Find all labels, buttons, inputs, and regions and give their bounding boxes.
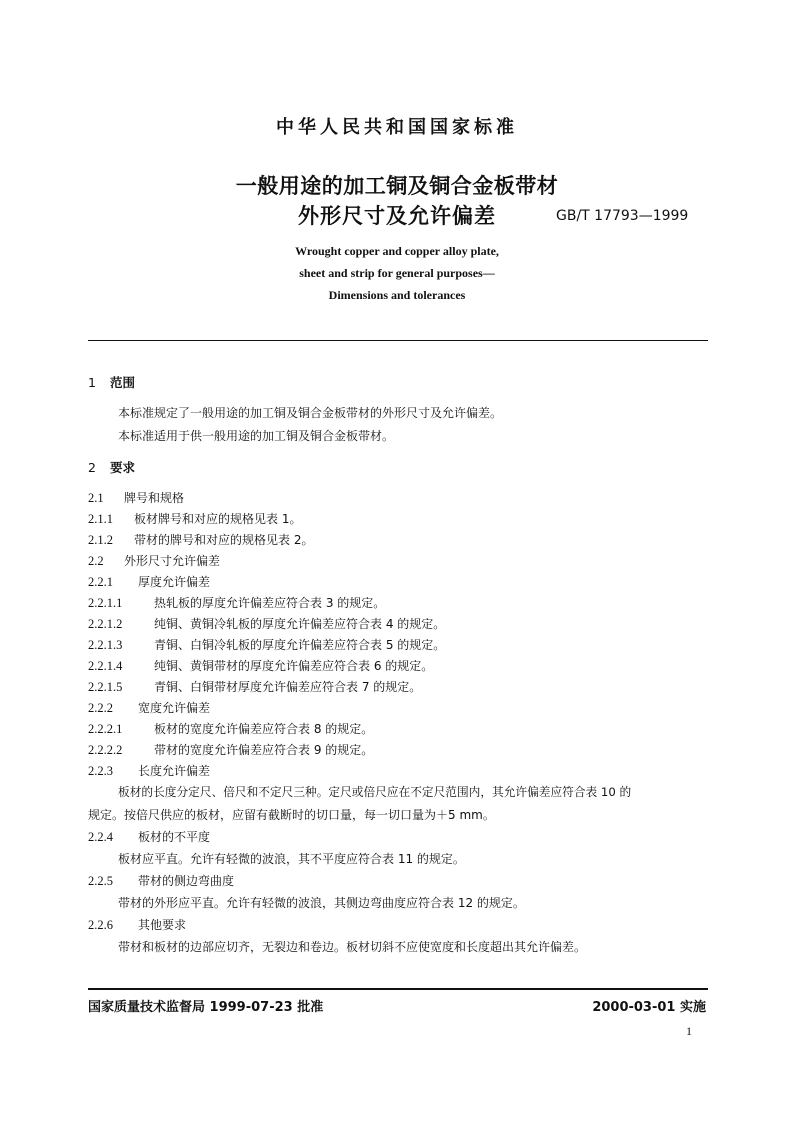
clause-2-2-2-1: 2.2.2.1 板材的宽度允许偏差应符合表 8 的规定。 bbox=[88, 722, 374, 736]
clause-2-2-2: 2.2.2 宽度允许偏差 bbox=[88, 701, 211, 715]
clause-2-2-4: 2.2.4 板材的不平度 bbox=[88, 830, 211, 844]
page-number: 1 bbox=[686, 1024, 692, 1038]
section-2-heading bbox=[88, 458, 135, 476]
approval-info: 国家质量技术监督局 1999-07-23 批准 bbox=[88, 1000, 324, 1015]
title-cn-line2: 外形尺寸及允许偏差 bbox=[298, 204, 496, 228]
clause-2-2-3: 2.2.3 长度允许偏差 bbox=[88, 764, 211, 778]
section-1-number: 1 bbox=[88, 375, 96, 390]
clause-2-2: 2.2 外形尺寸允许偏差 bbox=[88, 554, 221, 568]
paragraph-2-2-3-line1: 板材的长度分定尺、倍尺和不定尺三种。定尺或倍尺应在不定尺范围内，其允许偏差应符合表 10 的 bbox=[118, 785, 632, 799]
clause-2-2-1-3: 2.2.1.3 青铜、白铜冷轧板的厚度允许偏差应符合表 5 的规定。 bbox=[88, 638, 446, 652]
title-cn-line1: 一般用途的加工铜及铜合金板带材 bbox=[235, 174, 559, 198]
clause-2-1: 2.1 牌号和规格 bbox=[88, 491, 185, 505]
clause-2-1-2: 2.1.2 带材的牌号和对应的规格见表 2。 bbox=[88, 533, 314, 547]
paragraph-2-2-3-line2: 规定。按倍尺供应的板材，应留有截断时的切口量，每一切口量为＋5 mm。 bbox=[88, 808, 495, 822]
national-standard-heading: 中华人民共和国国家标准 bbox=[276, 117, 518, 138]
section-2-title: 要求 bbox=[110, 460, 136, 475]
clause-2-2-2-2: 2.2.2.2 带材的宽度允许偏差应符合表 9 的规定。 bbox=[88, 743, 374, 757]
title-en-line1: Wrought copper and copper alloy plate, bbox=[295, 244, 499, 258]
section-1-paragraph-1: 本标准规定了一般用途的加工铜及铜合金板带材的外形尺寸及允许偏差。 bbox=[118, 406, 503, 420]
section-1-heading bbox=[88, 373, 135, 391]
clause-2-2-1-2: 2.2.1.2 纯铜、黄铜冷轧板的厚度允许偏差应符合表 4 的规定。 bbox=[88, 617, 446, 631]
implementation-date: 2000-03-01 实施 bbox=[592, 1000, 706, 1015]
title-en-line2: sheet and strip for general purposes— bbox=[299, 266, 495, 280]
clause-2-2-1-4: 2.2.1.4 纯铜、黄铜带材的厚度允许偏差应符合表 6 的规定。 bbox=[88, 659, 434, 673]
standard-number: GB/T 17793—1999 bbox=[556, 208, 689, 224]
header-divider bbox=[88, 340, 708, 341]
clause-2-2-1: 2.2.1 厚度允许偏差 bbox=[88, 575, 211, 589]
clause-2-2-1-5: 2.2.1.5 青铜、白铜带材厚度允许偏差应符合表 7 的规定。 bbox=[88, 680, 422, 694]
paragraph-2-2-5: 带材的外形应平直。允许有轻微的波浪，其侧边弯曲度应符合表 12 的规定。 bbox=[118, 896, 525, 910]
clause-2-1-1: 2.1.1 板材牌号和对应的规格见表 1。 bbox=[88, 512, 302, 526]
section-1-title: 范围 bbox=[110, 375, 136, 390]
clause-2-2-5: 2.2.5 带材的侧边弯曲度 bbox=[88, 874, 235, 888]
clause-2-2-1-1: 2.2.1.1 热轧板的厚度允许偏差应符合表 3 的规定。 bbox=[88, 596, 386, 610]
section-2-number: 2 bbox=[88, 460, 96, 475]
clause-2-2-6: 2.2.6 其他要求 bbox=[88, 918, 187, 932]
paragraph-2-2-6: 带材和板材的边部应切齐，无裂边和卷边。板材切斜不应使宽度和长度超出其允许偏差。 bbox=[118, 940, 587, 954]
section-1-paragraph-2: 本标准适用于供一般用途的加工铜及铜合金板带材。 bbox=[118, 429, 395, 443]
title-en-line3: Dimensions and tolerances bbox=[328, 288, 466, 302]
footer-divider bbox=[88, 988, 708, 990]
paragraph-2-2-4: 板材应平直。允许有轻微的波浪，其不平度应符合表 11 的规定。 bbox=[118, 852, 465, 866]
